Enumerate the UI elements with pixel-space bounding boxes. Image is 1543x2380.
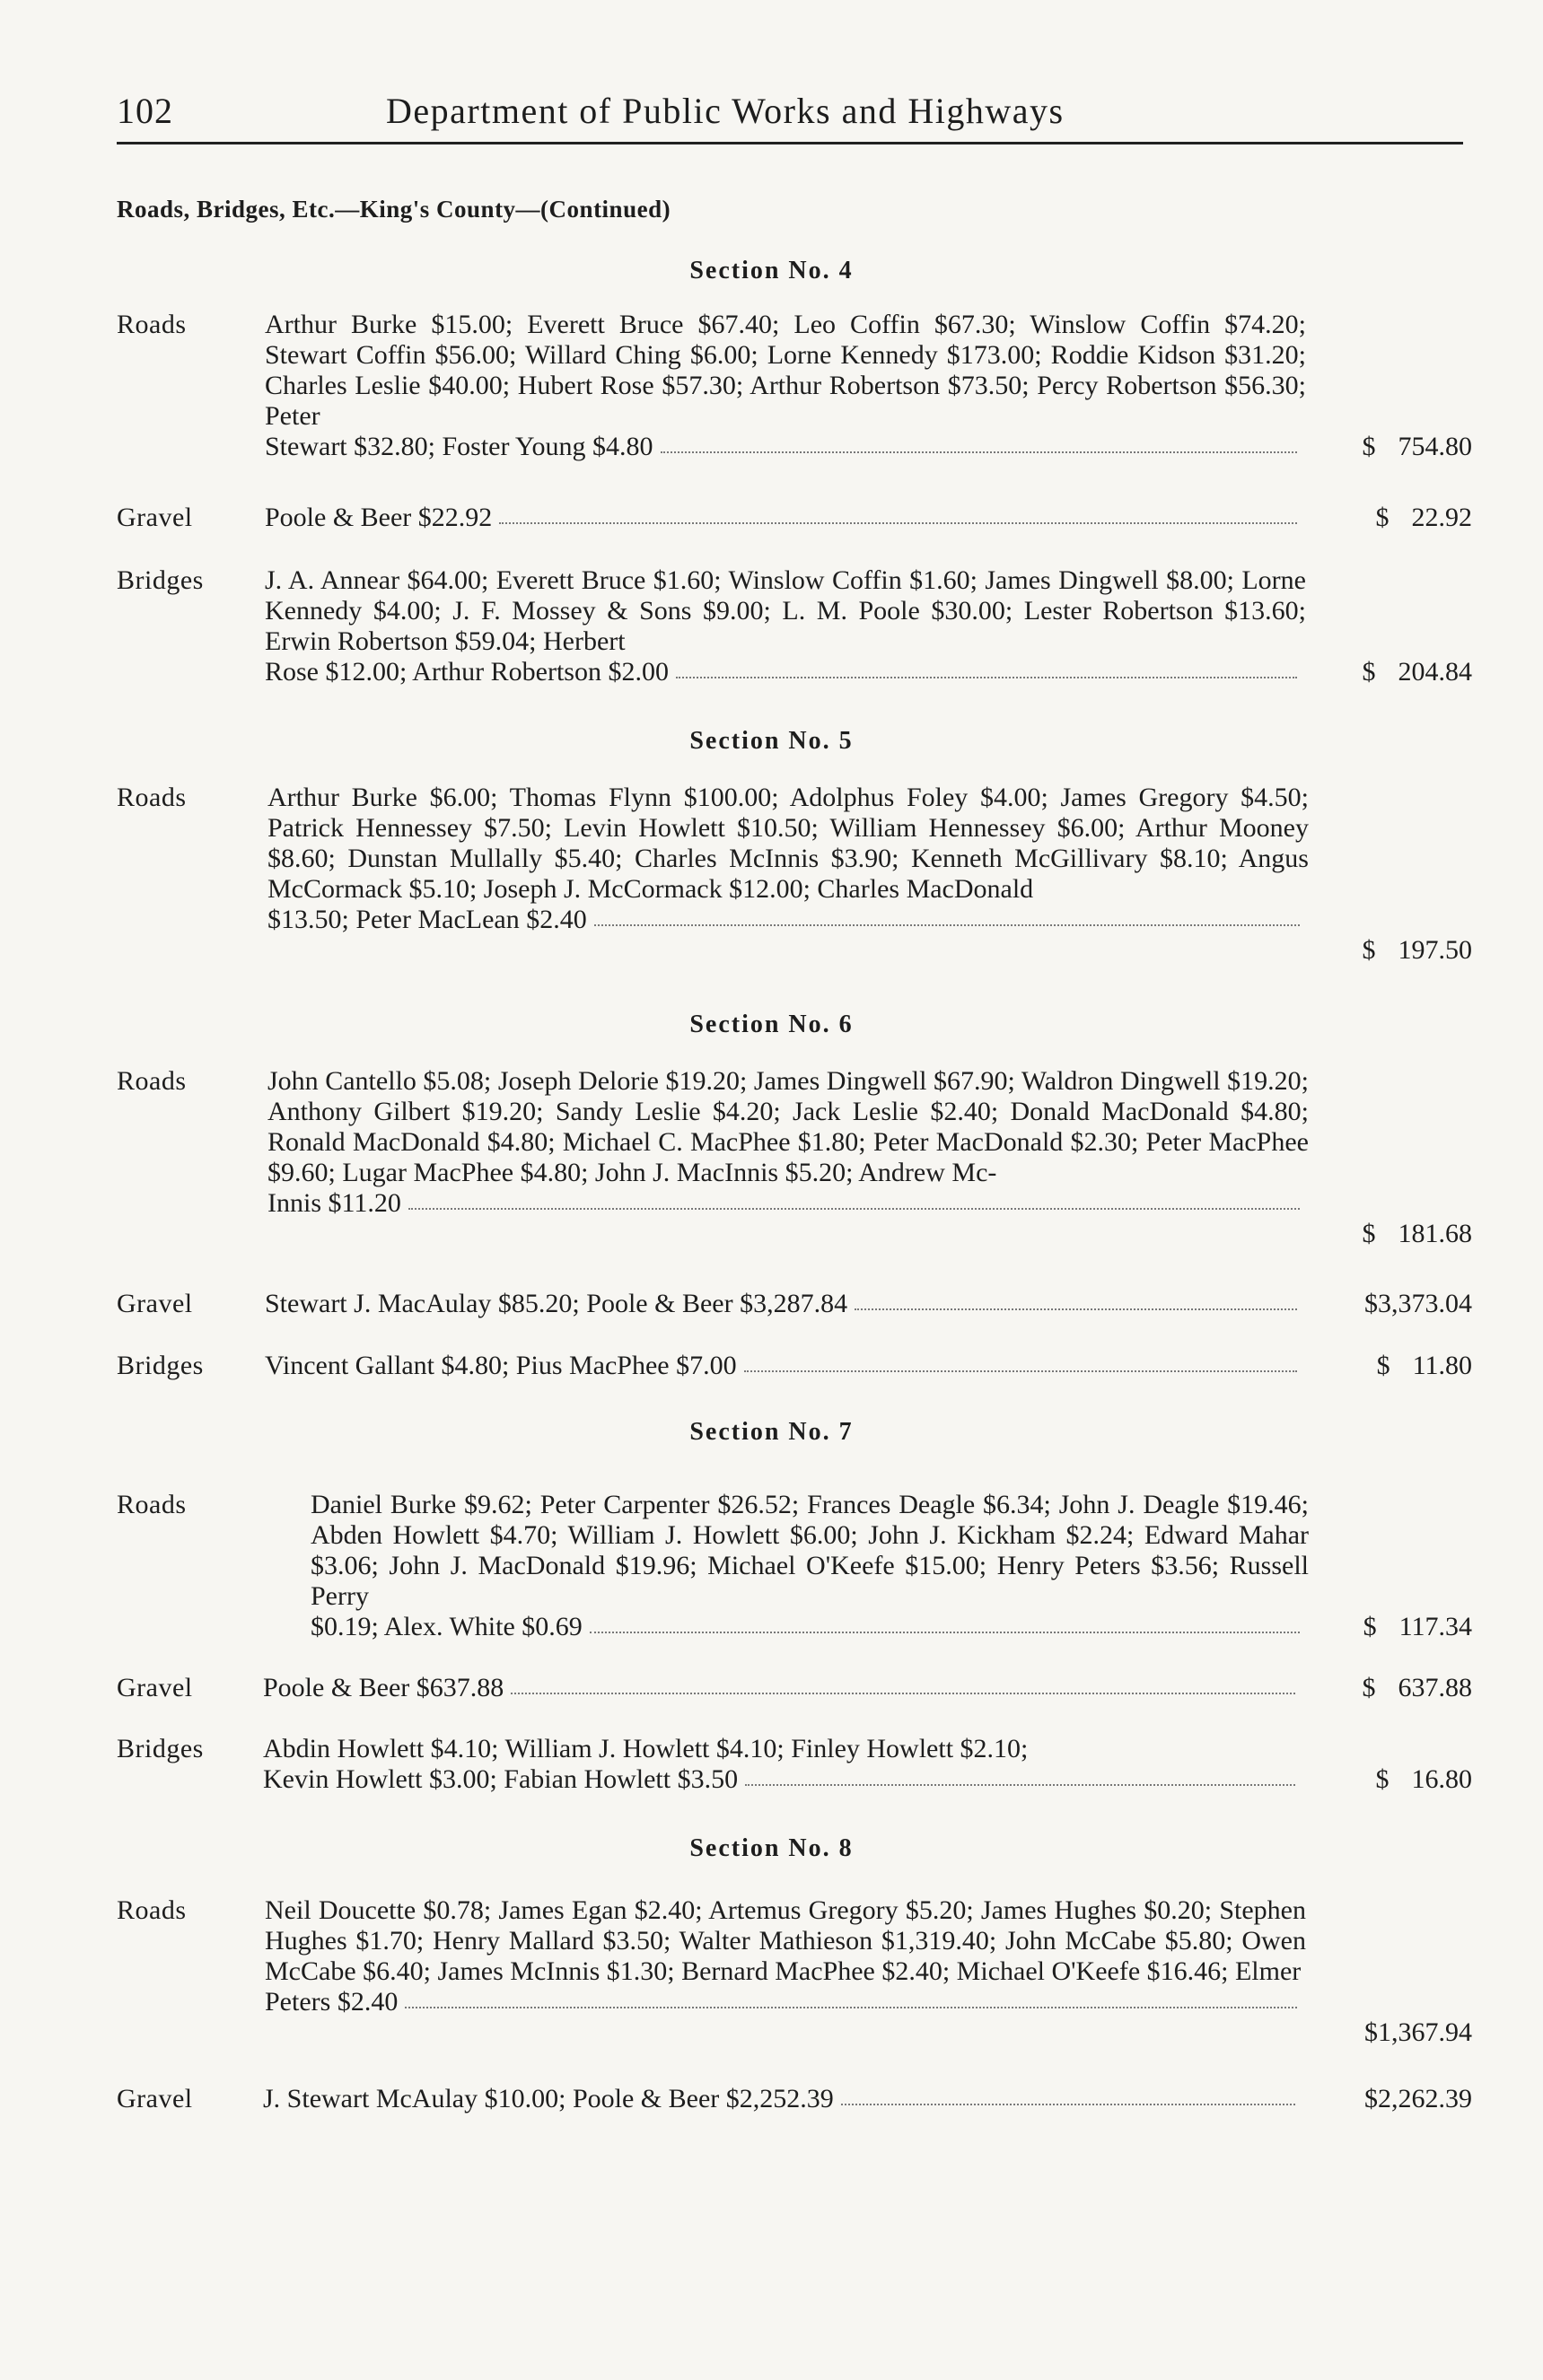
- entry-text-lines: Abdin Howlett $4.10; William J. Howlett $4.10; Finley Howlett $2.10;: [263, 1734, 1029, 1763]
- ledger-entry: [117, 1351, 1472, 1381]
- entry-amount: [1328, 2084, 1472, 2114]
- dollar-sign: $: [1375, 503, 1390, 532]
- dot-leader: [855, 1289, 1297, 1310]
- amount-value: 11.80: [1412, 1351, 1472, 1380]
- dot-leader: [590, 1612, 1300, 1633]
- amount-value: 197.50: [1398, 935, 1472, 965]
- entry-label: Gravel: [117, 1289, 193, 1318]
- entry-text-lines: Arthur Burke $15.00; Everett Bruce $67.40; Leo Coffin $67.30; Winslow Coffin $74.20; Stewart Coffin $56.00; Willard Ching $6.00; Lorne Kennedy $173.00; Roddie Kidson $31.20; Charles Leslie $40.00; Hubert Rose $57.30; Arthur Robertson $73.50; Percy Robertson $56.30; Peter: [265, 310, 1306, 431]
- entry-amount: [1377, 1351, 1472, 1381]
- amount-value: 16.80: [1411, 1764, 1472, 1794]
- entry-text-lines: Daniel Burke $9.62; Peter Carpenter $26.52; Frances Deagle $6.34; John J. Deagle $19.46; Abden Howlett $4.70; William J. Howlett $6.00; John J. Kickham $2.24; Edward Mahar $3.06; John J. MacDonald $19.96; Michael O'Keefe $15.00; Henry Peters $3.56; Russell Perry: [311, 1490, 1309, 1611]
- entry-amount: [1363, 1673, 1473, 1703]
- section-heading: Section No. 4: [689, 257, 854, 284]
- dot-leader: [744, 1351, 1297, 1372]
- dot-leader: [511, 1673, 1295, 1694]
- entry-text-final-line: Vincent Gallant $4.80; Pius MacPhee $7.00: [265, 1351, 737, 1380]
- entry-text: [265, 1895, 1306, 2017]
- entry-text-lines: J. A. Annear $64.00; Everett Bruce $1.60; Winslow Coffin $1.60; James Dingwell $8.00; Lorne Kennedy $4.00; J. F. Mossey & Sons $9.00; L. M. Poole $30.00; Lester Robertson $13.60; Erwin Robertson $59.04; Herbert: [265, 565, 1306, 656]
- dot-leader: [408, 1188, 1300, 1210]
- entry-text-lines: John Cantello $5.08; Joseph Delorie $19.20; James Dingwell $67.90; Waldron Dingwell $19.20; Anthony Gilbert $19.20; Sandy Leslie $4.20; Jack Leslie $2.40; Donald MacDonald $4.80; Ronald MacDonald $4.80; Michael C. MacPhee $1.80; Peter MacDonald $2.30; Peter MacPhee $9.60; Lugar MacPhee $4.80; John J. MacInnis $5.20; Andrew Mc-: [267, 1066, 1309, 1187]
- amount-value: 204.84: [1398, 657, 1472, 687]
- amount-value: 117.34: [1398, 1612, 1472, 1641]
- dollar-sign: $: [1362, 1673, 1376, 1702]
- dollar-sign: $: [1362, 1219, 1376, 1248]
- entry-text-final-line: Poole & Beer $22.92: [265, 503, 493, 532]
- amount-value: $2,262.39: [1364, 2084, 1472, 2113]
- entry-amount: [1328, 1289, 1472, 1319]
- section-heading: Section No. 6: [689, 1011, 854, 1038]
- entry-text: [265, 1351, 1306, 1381]
- entry-text-final-line: Stewart J. MacAulay $85.20; Poole & Beer $3,287.84: [265, 1289, 848, 1318]
- entry-text: [265, 1289, 1306, 1319]
- entry-text-final-line: $13.50; Peter MacLean $2.40: [267, 905, 587, 934]
- ledger-entry: [117, 2084, 1472, 2114]
- amount-value: $3,373.04: [1364, 1289, 1472, 1318]
- dot-leader: [661, 432, 1297, 453]
- entry-text: [267, 783, 1309, 935]
- entry-amount: [1363, 935, 1473, 966]
- ledger-entry: [117, 1066, 1472, 1249]
- ledger-entry: [117, 1490, 1472, 1642]
- entry-text-final-line: Kevin Howlett $3.00; Fabian Howlett $3.50: [263, 1764, 739, 1794]
- entry-text: [265, 565, 1306, 687]
- entry-text: [263, 2084, 1304, 2114]
- entry-label: Roads: [117, 1066, 187, 1096]
- dollar-sign: $: [1362, 432, 1376, 461]
- entry-text-final-line: Stewart $32.80; Foster Young $4.80: [265, 432, 653, 461]
- page-header: [117, 90, 1463, 144]
- entry-label: Bridges: [117, 565, 204, 595]
- section-heading: Section No. 7: [689, 1418, 854, 1446]
- entry-amount: [1376, 503, 1473, 533]
- running-title: Department of Public Works and Highways: [386, 91, 1065, 131]
- ledger-entry: [117, 1734, 1472, 1795]
- ledger-entry: [117, 783, 1472, 966]
- entry-amount: [1363, 432, 1473, 462]
- page-number: 102: [117, 91, 173, 131]
- dot-leader: [594, 905, 1300, 926]
- section-heading: Section No. 8: [689, 1834, 854, 1862]
- ledger-entry: [117, 565, 1472, 687]
- entry-text: [263, 1734, 1304, 1795]
- amount-value: 181.68: [1398, 1219, 1472, 1248]
- entry-text-final-line: Peters $2.40: [265, 1987, 399, 2017]
- entry-text-final-line: Innis $11.20: [267, 1188, 401, 1218]
- entry-text-final-line: $0.19; Alex. White $0.69: [311, 1612, 583, 1641]
- amount-value: $1,367.94: [1364, 2017, 1472, 2047]
- ledger-entry: [117, 1673, 1472, 1703]
- entry-text-final-line: J. Stewart McAulay $10.00; Poole & Beer $2,252.39: [263, 2084, 834, 2113]
- dot-leader: [841, 2084, 1295, 2105]
- dollar-sign: $: [1375, 1764, 1390, 1794]
- entry-label: Bridges: [117, 1734, 204, 1763]
- entry-label: Gravel: [117, 2084, 193, 2113]
- entry-text-lines: Arthur Burke $6.00; Thomas Flynn $100.00; Adolphus Foley $4.00; James Gregory $4.50; Patrick Hennessey $7.50; Levin Howlett $10.50; William Hennessey $6.00; Arthur Mooney $8.60; Dunstan Mullally $5.40; Charles McInnis $3.90; Kenneth McGillivary $8.10; Angus McCormack $5.10; Joseph J. McCormack $12.00; Charles MacDonald: [267, 783, 1309, 904]
- ledger-entry: [117, 503, 1472, 533]
- dot-leader: [676, 657, 1297, 678]
- ledger-entry: [117, 1895, 1472, 2048]
- section-heading: Section No. 5: [689, 727, 854, 755]
- amount-value: 754.80: [1398, 432, 1472, 461]
- ledger-entry: [117, 310, 1472, 462]
- dot-leader: [745, 1764, 1295, 1786]
- header-rule: [117, 142, 1463, 144]
- entry-amount: [1363, 657, 1473, 687]
- entry-label: Gravel: [117, 503, 193, 532]
- entry-label: Gravel: [117, 1673, 193, 1702]
- entry-label: Roads: [117, 783, 187, 812]
- dollar-sign: $: [1362, 657, 1376, 687]
- entry-text: [311, 1490, 1309, 1642]
- entry-label: Bridges: [117, 1351, 204, 1380]
- entry-text: [265, 503, 1306, 533]
- dollar-sign: $: [1362, 935, 1376, 965]
- entry-text-lines: Neil Doucette $0.78; James Egan $2.40; Artemus Gregory $5.20; James Hughes $0.20; Stephen Hughes $1.70; Henry Mallard $3.50; Walter Mathieson $1,319.40; John McCabe $5.80; Owen McCabe $6.40; James McInnis $1.30; Bernard MacPhee $2.40; Michael O'Keefe $16.46; Elmer: [265, 1895, 1306, 1986]
- entry-text-final-line: Rose $12.00; Arthur Robertson $2.00: [265, 657, 669, 687]
- entry-label: Roads: [117, 310, 187, 339]
- dot-leader: [405, 1987, 1297, 2008]
- amount-value: 22.92: [1411, 503, 1472, 532]
- entry-amount: [1363, 1219, 1473, 1249]
- dot-leader: [499, 503, 1297, 524]
- dollar-sign: $: [1376, 1351, 1390, 1380]
- entry-amount: [1328, 2017, 1472, 2048]
- entry-label: Roads: [117, 1895, 187, 1925]
- ledger-entry: [117, 1289, 1472, 1319]
- entry-text-final-line: Poole & Beer $637.88: [263, 1673, 504, 1702]
- entry-text: [267, 1066, 1309, 1219]
- page-subtitle: Roads, Bridges, Etc.—King's County—(Continued): [117, 196, 671, 223]
- entry-amount: [1376, 1764, 1473, 1795]
- dollar-sign: $: [1363, 1612, 1377, 1641]
- entry-amount: [1363, 1612, 1472, 1642]
- entry-label: Roads: [117, 1490, 187, 1519]
- entry-text: [265, 310, 1306, 462]
- amount-value: 637.88: [1398, 1673, 1472, 1702]
- entry-text: [263, 1673, 1304, 1703]
